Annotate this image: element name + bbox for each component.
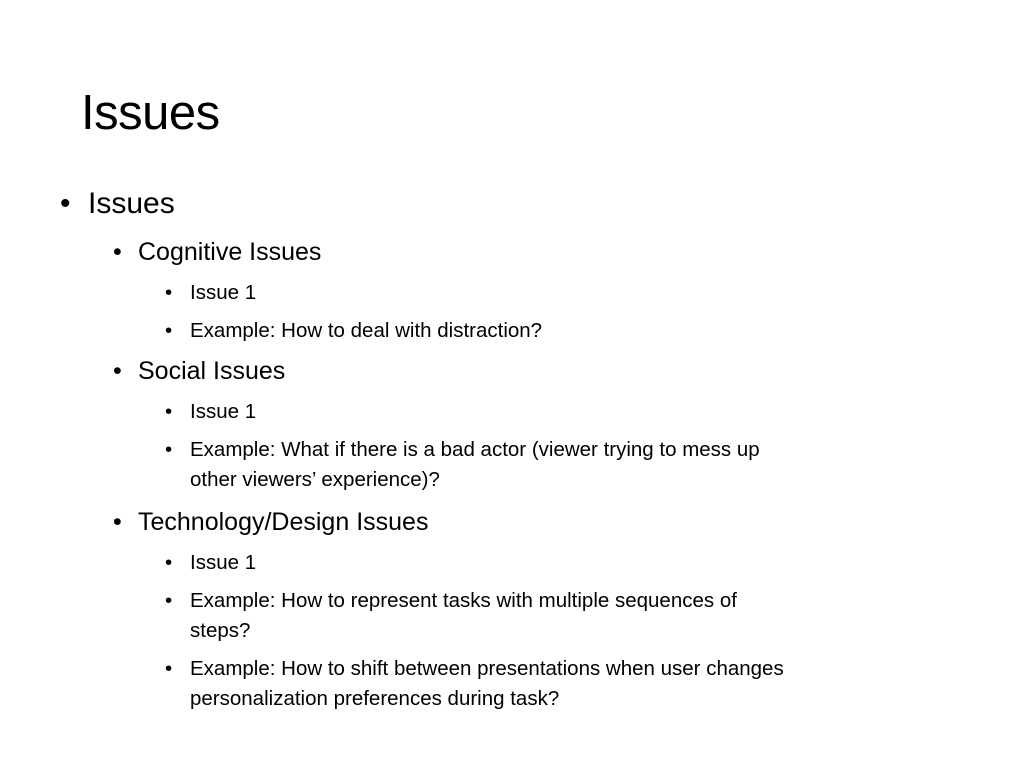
bullet-dot: • [165, 438, 173, 461]
bullet-text: Cognitive Issues [138, 238, 322, 266]
bullet-text: Social Issues [138, 357, 286, 385]
bullet-dot: • [165, 657, 173, 680]
bullet-text: Example: How to represent tasks with multiple sequences of [190, 589, 737, 612]
bullet-dot: • [165, 319, 173, 342]
bullet-dot: • [165, 281, 173, 304]
bullet-dot: • [113, 508, 122, 536]
bullet-dot: • [60, 187, 71, 220]
bullet-text: Issues [88, 187, 175, 220]
bullet-text: Issue 1 [190, 281, 257, 304]
bullet-dot: • [113, 357, 122, 385]
bullet-text: Technology/Design Issues [138, 508, 429, 536]
bullet-text-continuation: personalization preferences during task? [190, 687, 560, 710]
bullet-text: Issue 1 [190, 400, 257, 423]
bullet-text-continuation: steps? [190, 619, 251, 642]
slide-title: Issues [81, 86, 220, 140]
bullet-dot: • [113, 238, 122, 266]
bullet-dot: • [165, 400, 173, 423]
bullet-text-continuation: other viewers’ experience)? [190, 468, 440, 491]
bullet-text: Example: What if there is a bad actor (viewer trying to mess up [190, 438, 760, 461]
bullet-dot: • [165, 551, 173, 574]
bullet-text: Example: How to shift between presentations when user changes [190, 657, 784, 680]
bullet-text: Issue 1 [190, 551, 257, 574]
bullet-dot: • [165, 589, 173, 612]
bullet-text: Example: How to deal with distraction? [190, 319, 543, 342]
